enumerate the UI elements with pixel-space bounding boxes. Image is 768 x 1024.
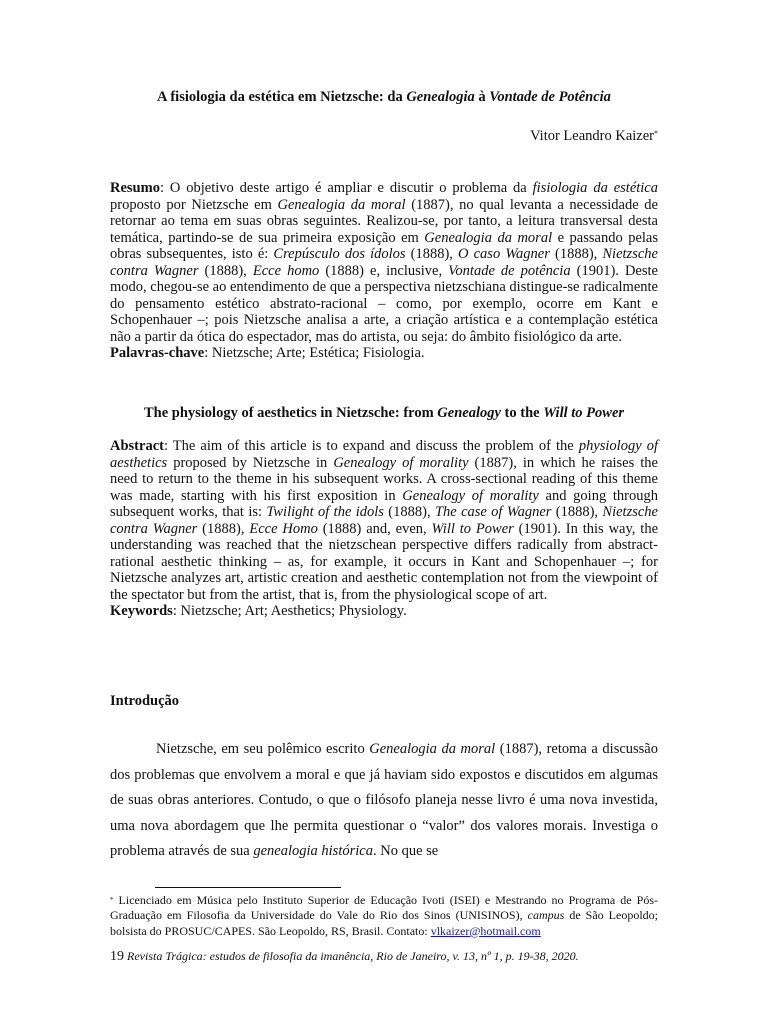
title-text: à	[474, 89, 490, 105]
resumo-italic: Ecce homo	[252, 262, 320, 279]
resumo-text: (1888),	[549, 246, 603, 262]
resumo-text: : O objetivo deste artigo é ampliar e discutir o problema da	[159, 180, 533, 196]
section-heading-introducao: Introdução	[110, 693, 180, 709]
footnote-text: Licenciado em Música pelo Instituto Superior de Educação Ivoti (ISEI) e Mestrando no Programa de Pós-Graduação em Filosofia da Universidade do Vale do Rio dos Sinos (UNISINOS),	[110, 893, 658, 923]
footnote-italic: campus	[527, 908, 565, 923]
abstract-italic: physiology of aesthetics	[110, 438, 658, 471]
keywords-text: : Nietzsche; Art; Aesthetics; Physiology.	[172, 603, 407, 619]
resumo-text: (1888),	[405, 246, 459, 262]
en-title-italic-genealogy: Genealogy	[437, 405, 501, 421]
intro-text: . No que se	[372, 843, 439, 860]
resumo-italic: O caso Wagner	[458, 246, 550, 262]
abstract-text: : The aim of this article is to expand and discuss the problem of the	[163, 438, 579, 454]
resumo-text: (1888) e, inclusive,	[319, 262, 449, 279]
intro-italic: Genealogia da moral	[369, 741, 496, 757]
keywords-label: Keywords	[110, 603, 173, 619]
abstract-italic: Ecce Homo	[249, 520, 318, 537]
abstract-text: (1887), in which he raises the need to return to the theme in his subsequent works. A cross-sectional reading of this theme was made, starting with his first exposition in	[110, 454, 658, 504]
en-title-text: The physiology of aesthetics in Nietzsche: from	[143, 405, 438, 421]
resumo-italic: Genealogia da moral	[424, 229, 553, 246]
intro-text: (1887), retoma a discussão dos problemas que envolvem a moral e que já haviam sido expostos e discutidos em algumas de suas obras anteriores. Contudo, o que o filósofo planeja nesse livro é uma nova investida, uma nova abordagem que lhe permita questionar o “valor” dos valores morais. Investiga o problema através de sua	[110, 741, 658, 860]
abstract-italic: Nietzsche contra Wagner	[110, 504, 658, 537]
intro-text: Nietzsche, em seu polêmico escrito	[156, 741, 370, 757]
abstract-italic: Will to Power	[431, 520, 514, 537]
author-text: Vitor Leandro Kaizer	[530, 128, 654, 144]
abstract-text: (1901). In this way, the understanding was reached that the nietzschean perspective differs radically from abstract-rational aesthetic thinking – as, for example, it occurs in Kant and Schopenhauer –; for Nietzsche analyzes art, artistic creation and aesthetic contemplation not from the viewpoint of the spectator but from the artist, that is, from the physiological scope of art.	[110, 520, 659, 603]
abstract-italic: The case of Wagner	[434, 504, 552, 520]
en-title-text: to the	[500, 405, 544, 421]
abstract-text: (1888),	[383, 504, 435, 520]
title-italic-vontade: Vontade de Potência	[489, 89, 611, 105]
author-footnote-mark[interactable]: *	[654, 129, 658, 138]
paper-title	[110, 88, 658, 106]
footnote-mark: *	[110, 896, 114, 904]
resumo-text: proposto por Nietzsche em	[110, 196, 278, 213]
title-italic-genealogia: Genealogia	[406, 89, 475, 105]
abstract-text: (1888),	[197, 520, 250, 537]
english-title	[110, 404, 658, 422]
footnote-divider	[155, 887, 341, 888]
footnote-text: de São Leopoldo; bolsista do PROSUC/CAPES. São Leopoldo, RS, Brasil. Contato:	[110, 908, 659, 938]
resumo-italic: Genealogia da moral	[277, 196, 406, 213]
abstract-text: and going through subsequent works, that is:	[110, 487, 658, 520]
resumo-text: (1888),	[198, 262, 253, 279]
abstract-label: Abstract	[110, 438, 164, 454]
resumo-text: e passando pelas obras subsequentes, isto é:	[110, 229, 658, 262]
resumo-text: (1901). Deste modo, chegou-se ao entendimento de que a perspectiva nietzschiana distingue-se radicalmente do pensamento estético abstrato-racional – como, por exemplo, ocorre em Kant e Schopenhauer –; pois Nietzsche analisa a arte, a criação artística e a contemplação estética não a partir da ótica do espectador, mas do artista, ou seja: do âmbito fisiológico da arte.	[110, 262, 658, 345]
title-text: A fisiologia da estética em Nietzsche: da	[157, 89, 407, 105]
abstract-italic: Genealogy of morality	[402, 487, 539, 504]
email-link[interactable]: vlkaizer@hotmail.com	[430, 923, 541, 938]
resumo-italic: fisiologia da estética	[532, 180, 658, 196]
abstract-italic: Genealogy of morality	[333, 454, 469, 471]
page-footer	[110, 948, 579, 965]
abstract-text: (1888) and, even,	[317, 520, 432, 537]
abstract-text: proposed by Nietzsche in	[167, 454, 334, 471]
resumo-italic: Nietzsche contra Wagner	[110, 246, 658, 279]
palavras-chave-text: : Nietzsche; Arte; Estética; Fisiologia.	[204, 345, 425, 361]
resumo-italic: Crepúsculo dos ídolos	[273, 246, 406, 262]
abstract-text: (1888),	[551, 504, 603, 520]
footnote	[110, 893, 658, 939]
en-title-italic-will: Will to Power	[543, 405, 625, 421]
page-number: 19	[110, 949, 124, 964]
journal-citation: Revista Trágica: estudos de filosofia da imanência, Rio de Janeiro, v. 13, nº 1, p. 19-38, 2020.	[127, 949, 579, 963]
author-name	[530, 127, 658, 145]
resumo-text: (1887), no qual levanta a necessidade de retornar ao tema em suas obras seguintes. Realizou-se, por tanto, a leitura transversal desta temática, partindo-se de sua primeira exposição em	[110, 196, 658, 246]
intro-italic: genealogia histórica	[253, 843, 373, 860]
intro-paragraph	[110, 737, 658, 865]
resumo-italic: Vontade de potência	[448, 262, 571, 279]
abstract-section	[110, 438, 658, 620]
palavras-chave-label: Palavras-chave	[110, 345, 205, 361]
abstract-italic: Twilight of the idols	[266, 504, 384, 520]
resumo-label: Resumo	[110, 180, 160, 196]
resumo-section	[110, 180, 658, 362]
